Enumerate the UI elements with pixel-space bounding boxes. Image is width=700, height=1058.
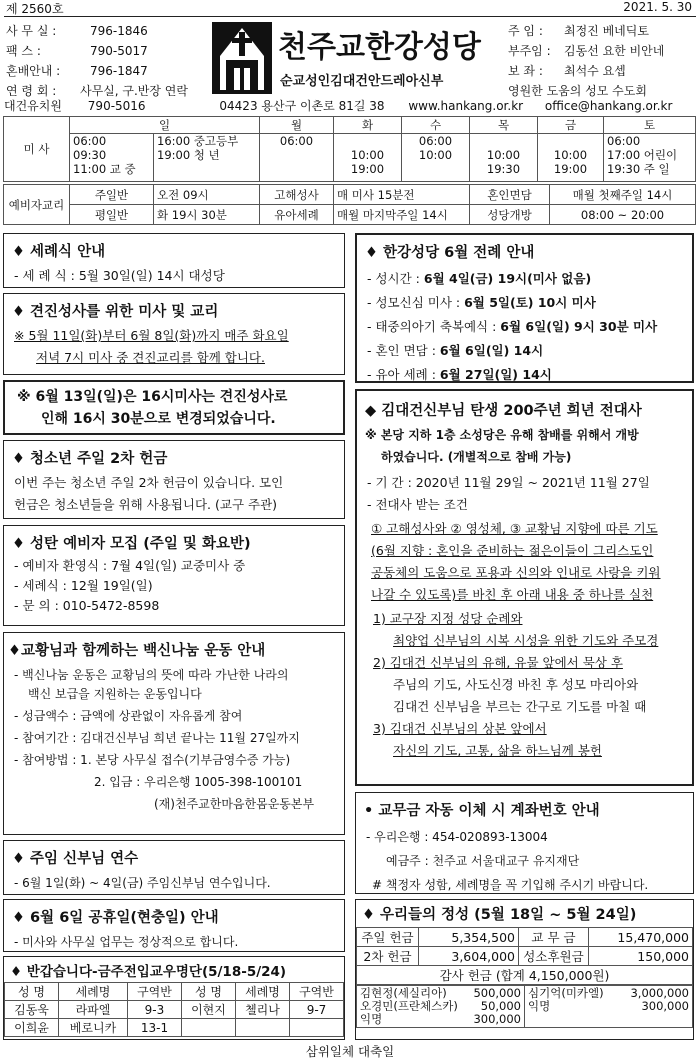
holiday-title: ♦ 6월 6일 공휴일(현충일) 안내: [12, 910, 219, 926]
website-link[interactable]: www.hankang.or.kr: [408, 99, 524, 113]
office-label: 사 무 실 :: [6, 24, 57, 38]
thanks-offering-total: 감사 헌금 (합계 4,150,000원): [357, 966, 693, 985]
day-sun: 일: [70, 117, 260, 134]
schedule-change-notice: ※ 6월 13일(일)은 16시미사는 견진성사로 인해 16시 30분으로 변경되었습니다.: [3, 380, 345, 435]
tithe-title: • 교무금 자동 이체 시 계좌번호 안내: [364, 803, 600, 819]
newcomers-table: 성 명 세례명 구역반 성 명 세례명 구역반 김동욱 라파엘 9-3 이현지 첼리나 9-7 이희윤 베로니카 13-1: [4, 982, 344, 1037]
pastor-name: 최정진 베네딕토: [564, 24, 649, 38]
mass-label: 미 사: [4, 117, 70, 182]
offering-box: [355, 899, 694, 1040]
fax-number: 790-5017: [90, 44, 148, 58]
holiday-notice: ♦ 6월 6일 공휴일(현충일) 안내 - 미사와 사무실 업무는 정상적으로 합니다.: [3, 899, 345, 952]
baptism-notice: ♦ 세례식 안내 - 세 례 식 : 5월 30일(일) 14시 대성당: [3, 233, 345, 288]
tithe-transfer-notice: • 교무금 자동 이체 시 계좌번호 안내 - 우리은행 : 454-020893-13004 예금주 : 천주교 서울대교구 유지재단 # 책정자 성함, 세례명을 꼭 기입해 주시기 바랍니다.: [355, 792, 694, 894]
wedding-label: 혼배안내 :: [6, 64, 61, 78]
catechumen-label: 예비자교리: [4, 185, 70, 225]
newcomers-box: [3, 956, 345, 1040]
office-contacts: [6, 21, 188, 101]
mass-schedule-table: 미 사 일 월 화 수 목 금 토 06:00 09:30 11:00 교 중 16:00 중고등부 19:00 청 년 06:00 10:00 19:00 06:00 10:00 10:00 19:30 10:00 19:00 06:00 17:00 어린이 19:30 주 일: [3, 116, 696, 182]
day-thu: 목: [470, 117, 538, 134]
kindergarten-label: 대건유치원: [4, 99, 62, 113]
pastor-retreat-notice: ♦ 주임 신부님 연수 - 6월 1일(화) ~ 4일(금) 주임신부님 연수입니다.: [3, 840, 345, 895]
church-logo-icon: [212, 22, 272, 94]
vaccine-title: ♦교황님과 함께하는 백신나눔 운동 안내: [8, 643, 266, 659]
catechumen-title: ♦ 성탄 예비자 모집 (주일 및 화요반): [12, 536, 251, 552]
youth-collection-notice: ♦ 청소년 주일 2차 헌금 이번 주는 청소년 주일 2차 헌금이 있습니다. 모인 헌금은 청소년들을 위해 사용됩니다. (교구 주관): [3, 440, 345, 519]
wedding-phone: 796-1847: [90, 64, 148, 78]
funeral-contact: 사무실, 구.반장 연락: [80, 84, 188, 98]
funeral-label: 연 령 회 :: [6, 84, 57, 98]
donor-table: 김현정(세실리아) 500,000 오경민(프란체스카) 50,000 익명 300,000 심기억(미카엘) 3,000,000 익명 300,000: [356, 985, 693, 1028]
confirmation-title: ♦ 견진성사를 위한 미사 및 교리: [12, 304, 219, 320]
day-wed: 수: [402, 117, 470, 134]
june-liturgy-title: ♦ 한강성당 6월 전례 안내: [365, 245, 535, 261]
offering-title: ♦ 우리들의 정성 (5월 18일 ~ 5월 24일): [362, 907, 637, 923]
baptism-title: ♦ 세례식 안내: [12, 244, 106, 260]
offering-table: 주일 헌금 5,354,500 교 무 금 15,470,000 2차 헌금 3,604,000 성소후원금 150,000 감사 헌금 (합계 4,150,000원): [356, 927, 693, 985]
parish-logo-subtitle: 순교성인김대건안드레아신부: [280, 74, 444, 89]
issue-date: 2021. 5. 30: [623, 0, 692, 14]
jubilee-indulgence-notice: ◆ 김대건신부님 탄생 200주년 희년 전대사 ※ 본당 지하 1층 소성당은 유해 참배를 위해서 개방 하였습니다. (개별적으로 참배 가능) - 기 간 : 2020년 11월 29일 ~ 2021년 11월 27일 - 전대사 받는 조건 ① 고해성사와 ② 영성체, ③ 교황님 지향에 따른 기도 (6월 지향 : 혼인을 준비하는 젊은이들이 그리스도인 공동체의 도움으로 포용과 신의와 인내로 사랑을 키워 나갈 수 있도록)를 바친 후 아래 내용 중 하나를 실천 1) 교구장 지정 성당 순례와 최양업 신부님의 시복 시성을 위한 기도와 주모경 2) 김대건 신부님의 유해, 유물 앞에서 묵상 후 주님의 기도, 사도신경 바친 후 성모 마리아와 김대건 신부님을 부르는 간구로 기도를 마칠 때 3) 김대건 신부님의 상본 앞에서 자신의 기도, 고통, 삶을 하느님께 봉헌: [355, 389, 694, 786]
vaccine-sharing-notice: ♦교황님과 함께하는 백신나눔 운동 안내 - 백신나눔 운동은 교황님의 뜻에 따라 가난한 나라의 백신 보급을 지원하는 운동입니다 - 성금액수 : 금액에 상관없이 자유롭게 참여 - 참여기간 : 김대건신부님 희년 끝나는 11월 27일까지 - 참여방법 : 1. 본당 사무실 접수(기부금영수증 가능) 2. 입금 : 우리은행 1005-398-100101 (재)천주교한마음한몸운동본부: [3, 632, 345, 835]
footer-feast-day: 삼위일체 대축일: [305, 1044, 395, 1058]
day-fri: 금: [538, 117, 604, 134]
contact-row: [4, 97, 672, 114]
day-tue: 화: [334, 117, 402, 134]
sacrament-schedule-table: 예비자교리 주일반 오전 09시 고해성사 매 미사 15분전 혼인면담 매월 첫째주일 14시 평일반 화 19시 30분 유아세례 매월 마지막주일 14시 성당개방 08:00 ~ 20:00: [3, 184, 696, 225]
newcomers-title: ♦ 반갑습니다-금주전입교우명단(5/18-5/24): [10, 964, 287, 980]
parish-logo-text: 천주교한강성당: [278, 30, 481, 65]
kindergarten-phone: 790-5016: [87, 99, 146, 113]
religious-order: 영원한 도움의 성모 수도회: [508, 84, 647, 98]
jubilee-title: ◆ 김대건신부님 탄생 200주년 희년 전대사: [365, 403, 642, 419]
email-link[interactable]: office@hankang.or.kr: [544, 99, 673, 113]
assistant-priest-name: 최석수 요셉: [564, 64, 626, 78]
retreat-title: ♦ 주임 신부님 연수: [12, 851, 139, 867]
table-row: 이희윤 베로니카 13-1: [5, 1019, 344, 1037]
day-sat: 토: [604, 117, 696, 134]
confirmation-notice: ♦ 견진성사를 위한 미사 및 교리 ※ 5월 11일(화)부터 6월 8일(화)까지 매주 화요일 저녁 7시 미사 중 견진교리를 함께 합니다.: [3, 293, 345, 375]
youth-title: ♦ 청소년 주일 2차 헌금: [12, 451, 168, 467]
june-liturgy-notice: ♦ 한강성당 6월 전례 안내 - 성시간 : 6월 4일(금) 19시(미사 없음) - 성모신심 미사 : 6월 5일(토) 10시 미사 - 태중의아기 축복예식 : 6월 6일(일) 9시 30분 미사 - 혼인 면담 : 6월 6일(일) 14시 - 유아 세례 : 6월 27일(일) 14시: [355, 233, 694, 383]
staff-list: 주 임 : 최정진 베네딕토 부주임 : 김동선 요한 비안네 보 좌 : 최석수 요셉 영원한 도움의 성모 수도회: [508, 24, 665, 98]
assistant-pastor-name: 김동선 요한 비안네: [564, 44, 665, 58]
day-mon: 월: [260, 117, 334, 134]
fax-label: 팩 스 :: [6, 44, 41, 58]
catechumen-recruit-notice: ♦ 성탄 예비자 모집 (주일 및 화요반) - 예비자 환영식 : 7월 4일(일) 교중미사 중 - 세례식 : 12월 19일(일) - 문 의 : 010-5472-8598: [3, 525, 345, 626]
issue-number: 제 2560호: [6, 2, 64, 16]
table-row: 김동욱 라파엘 9-3 이현지 첼리나 9-7: [5, 1001, 344, 1019]
parish-address: 04423 용산구 이촌로 81길 38: [219, 99, 385, 113]
office-phone: 796-1846: [90, 24, 148, 38]
